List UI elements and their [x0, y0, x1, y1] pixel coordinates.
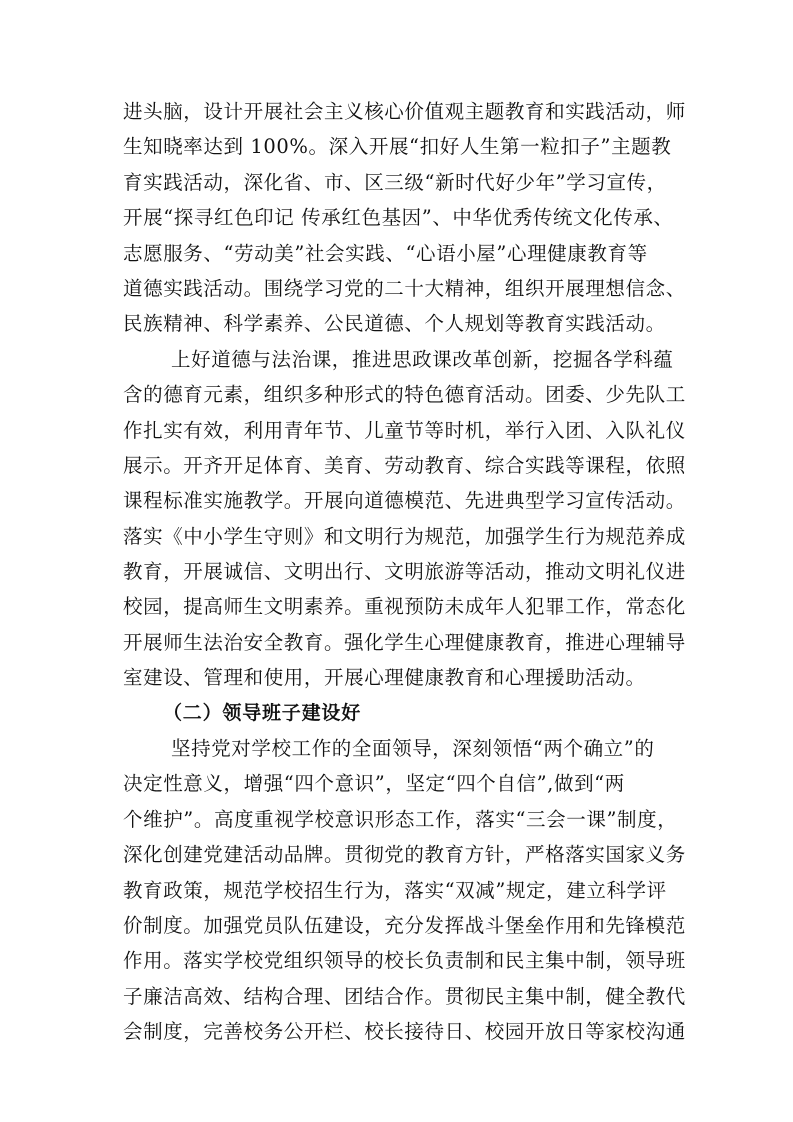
paragraph-line: 开展师生法治安全教育。强化学生心理健康教育，推进心理辅导 — [123, 630, 686, 654]
paragraph-line: 价制度。加强党员队伍建设，充分发挥战斗堡垒作用和先锋模范 — [123, 913, 686, 937]
paragraph-line: 作用。落实学校党组织领导的校长负责制和民主集中制，领导班 — [123, 949, 686, 973]
paragraph-1 — [123, 94, 687, 342]
paragraph-line: 展示。开齐开足体育、美育、劳动教育、综合实践等课程，依照 — [123, 453, 686, 477]
paragraph-line: 育实践活动，深化省、市、区三级“新时代好少年”学习宣传， — [123, 170, 667, 194]
paragraph-line: 会制度，完善校务公开栏、校长接待日、校园开放日等家校沟通 — [123, 1020, 686, 1044]
paragraph-line: 教育，开展诚信、文明出行、文明旅游等活动，推动文明礼仪进 — [123, 560, 686, 584]
paragraph-line: 生知晓率达到 100%。深入开展“扣好人生第一粒扣子”主题教 — [123, 135, 672, 159]
paragraph-line: 校园，提高师生文明素养。重视预防未成年人犯罪工作，常态化 — [123, 595, 686, 619]
paragraph-line: 作扎实有效，利用青年节、儿童节等时机，举行入团、入队礼仪 — [123, 418, 686, 442]
paragraph-line: 教育政策，规范学校招生行为，落实“双减”规定，建立科学评 — [123, 878, 667, 902]
section-heading: （二）领导班子建设好 — [163, 701, 362, 724]
paragraph-line: 民族精神、科学素养、公民道德、个人规划等教育实践活动。 — [123, 312, 666, 336]
paragraph-line: 进头脑，设计开展社会主义核心价值观主题教育和实践活动，师 — [123, 100, 686, 123]
paragraph-line: 个维护”。高度重视学校意识形态工作，落实“三会一课”制度， — [123, 807, 678, 831]
paragraph-line: 上好道德与法治课，推进思政课改革创新，挖掘各学科蕴 — [171, 347, 674, 371]
paragraph-line: 含的德育元素，组织多种形式的特色德育活动。团委、少先队工 — [123, 383, 686, 407]
paragraph-line: 深化创建党建活动品牌。贯彻党的教育方针，严格落实国家义务 — [123, 843, 686, 867]
paragraph-line: 开展“探寻红色印记 传承红色基因”、中华优秀传统文化传承、 — [123, 206, 674, 230]
document-body — [123, 94, 687, 1050]
paragraph-line: 落实《中小学生守则》和文明行为规范，加强学生行为规范养成 — [123, 524, 686, 548]
paragraph-line: 室建设、管理和使用，开展心理健康教育和心理援助活动。 — [123, 666, 646, 690]
paragraph-line: 道德实践活动。围绕学习党的二十大精神，组织开展理想信念、 — [123, 276, 686, 300]
paragraph-2 — [123, 342, 687, 696]
paragraph-line: 子廉洁高效、结构合理、团结合作。贯彻民主集中制，健全教代 — [123, 984, 686, 1008]
paragraph-line: 决定性意义，增强“四个意识”，坚定“四个自信”,做到“两 — [123, 772, 625, 796]
paragraph-line: 志愿服务、“劳动美”社会实践、“心语小屋”心理健康教育等 — [123, 241, 648, 265]
paragraph-3 — [123, 731, 687, 1050]
paragraph-line: 坚持党对学校工作的全面领导，深刻领悟“两个确立”的 — [171, 737, 655, 761]
paragraph-line: 课程标准实施教学。开展向道德模范、先进典型学习宣传活动。 — [123, 489, 686, 513]
